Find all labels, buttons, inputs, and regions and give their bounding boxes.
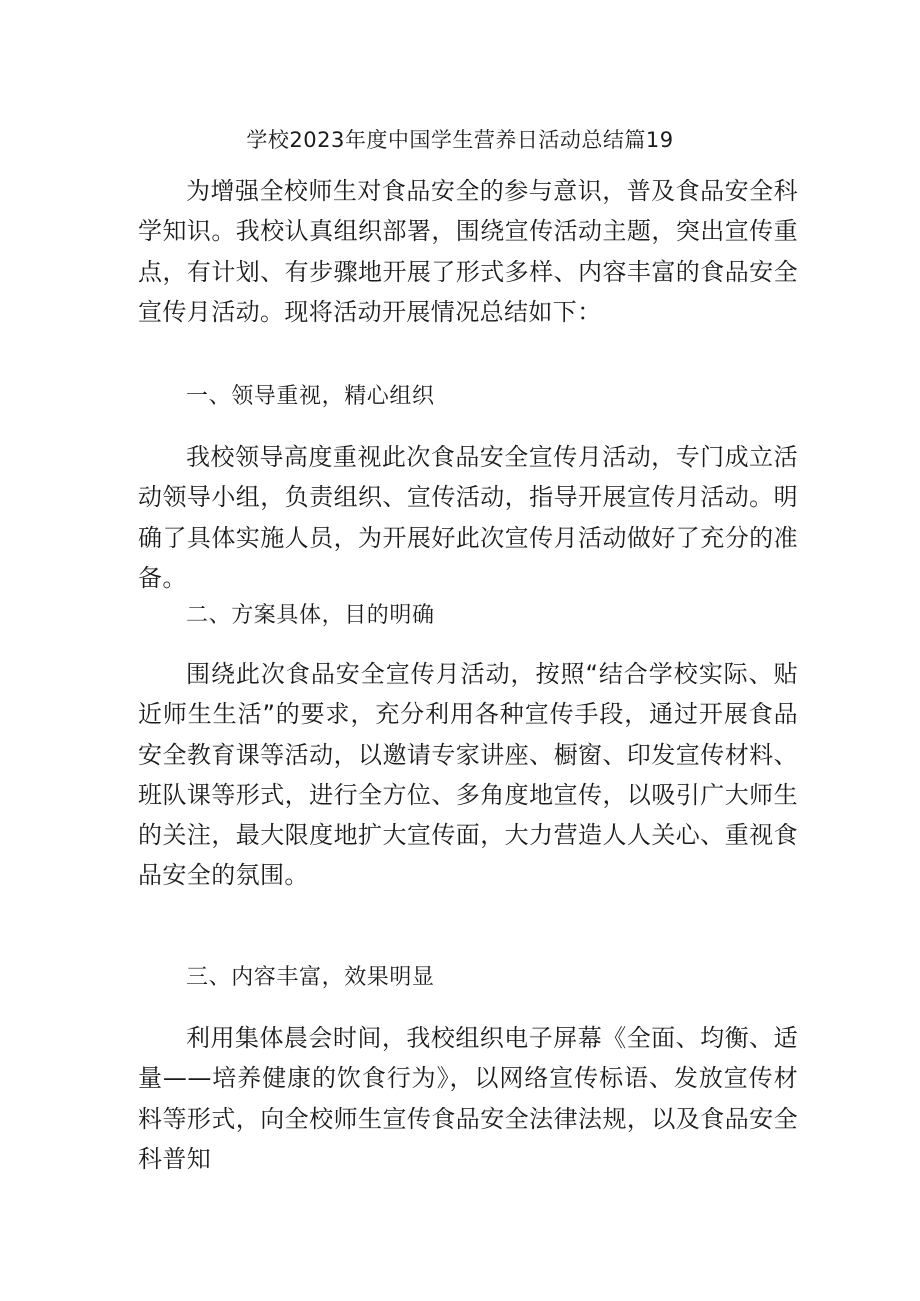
section-3-paragraph: 利用集体晨会时间，我校组织电子屏幕《全面、均衡、适量——培养健康的饮食行为》，以网络宣传标语、发放宣传材料等形式，向全校师生宣传食品安全法律法规，以及食品安全科普知 bbox=[138, 1024, 798, 1173]
section-2-paragraph: 围绕此次食品安全宣传月活动，按照“结合学校实际、贴近师生生活”的要求，充分利用各种宣传手段，通过开展食品安全教育课等活动，以邀请专家讲座、橱窗、印发宣传材料、班队课等形式，进行全方位、多角度地宣传，以吸引广大师生的关注，最大限度地扩大宣传面，大力营造人人关心、重视食品安全的氛围。 bbox=[138, 660, 798, 890]
intro-paragraph: 为增强全校师生对食品安全的参与意识，普及食品安全科学知识。我校认真组织部署，围绕宣传活动主题，突出宣传重点，有计划、有步骤地开展了形式多样、内容丰富的食品安全宣传月活动。现将活动开展情况总结如下： bbox=[138, 177, 798, 326]
section-1-paragraph: 我校领导高度重视此次食品安全宣传月活动，专门成立活动领导小组，负责组织、宣传活动，指导开展宣传月活动。明确了具体实施人员，为开展好此次宣传月活动做好了充分的准备。 bbox=[138, 443, 798, 592]
section-3-heading: 三、内容丰富，效果明显 bbox=[186, 965, 435, 990]
section-2-heading: 二、方案具体，目的明确 bbox=[186, 603, 435, 628]
section-1-heading: 一、领导重视，精心组织 bbox=[186, 384, 435, 409]
document-title: 学校2023年度中国学生营养日活动总结篇19 bbox=[246, 128, 674, 152]
